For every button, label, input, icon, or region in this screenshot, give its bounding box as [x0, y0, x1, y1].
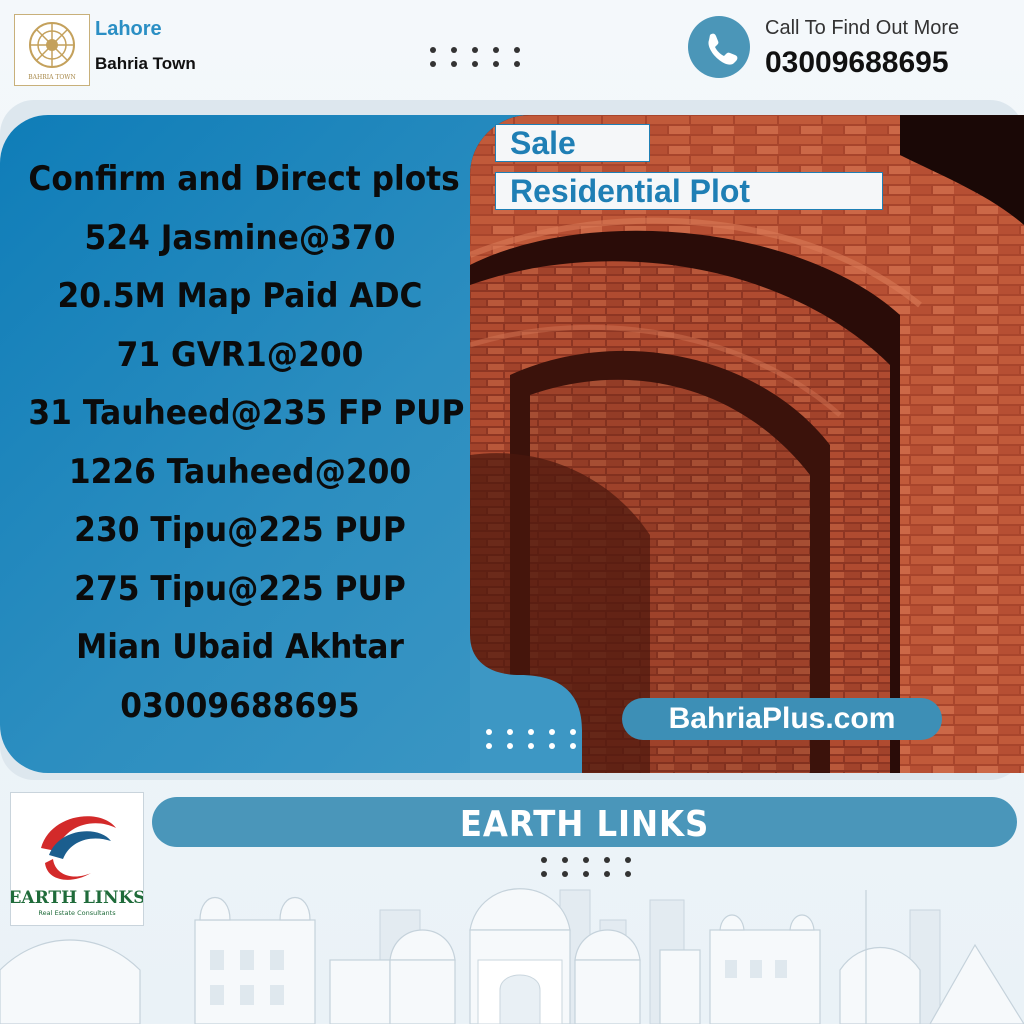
city-skyline-illustration: [0, 850, 1024, 1024]
website-link[interactable]: BahriaPlus.com: [622, 698, 942, 740]
listing-line: 31 Tauheed@235 FP PUP: [28, 393, 465, 433]
decorative-dots-top: [430, 47, 522, 67]
purpose-tag: Sale: [495, 124, 650, 162]
category-tag: Residential Plot: [495, 172, 883, 210]
listing-line: 71 GVR1@200: [116, 334, 364, 375]
agency-name: EARTH LINKS: [459, 804, 710, 845]
listing-text: [10, 150, 470, 735]
city-label: Lahore: [95, 18, 162, 40]
svg-text:EARTH LINKS: EARTH LINKS: [11, 888, 143, 908]
listing-line: 230 Tipu@225 PUP: [74, 510, 406, 550]
decorative-dots-bottom: [486, 729, 578, 749]
call-number[interactable]: 03009688695: [765, 46, 949, 79]
agent-phone: 03009688695: [120, 685, 360, 726]
listing-line: 1226 Tauheed@200: [68, 451, 412, 492]
listing-line: 524 Jasmine@370: [84, 217, 396, 258]
panel-curve: [470, 115, 600, 773]
agent-name: Mian Ubaid Akhtar: [76, 627, 404, 667]
bahria-town-logo: [14, 14, 90, 86]
listing-line: 275 Tipu@225 PUP: [74, 568, 406, 609]
call-label: Call To Find Out More: [765, 17, 960, 39]
listing-line: 20.5M Map Paid ADC: [57, 276, 423, 316]
phone-icon[interactable]: [688, 16, 750, 78]
agency-name-bar: [152, 797, 1017, 847]
society-label: Bahria Town: [95, 54, 196, 73]
svg-text:Real Estate Consultants: Real Estate Consultants: [38, 909, 116, 917]
listing-line: Confirm and Direct plots: [28, 159, 460, 199]
svg-text:BAHRIA TOWN: BAHRIA TOWN: [28, 74, 76, 81]
